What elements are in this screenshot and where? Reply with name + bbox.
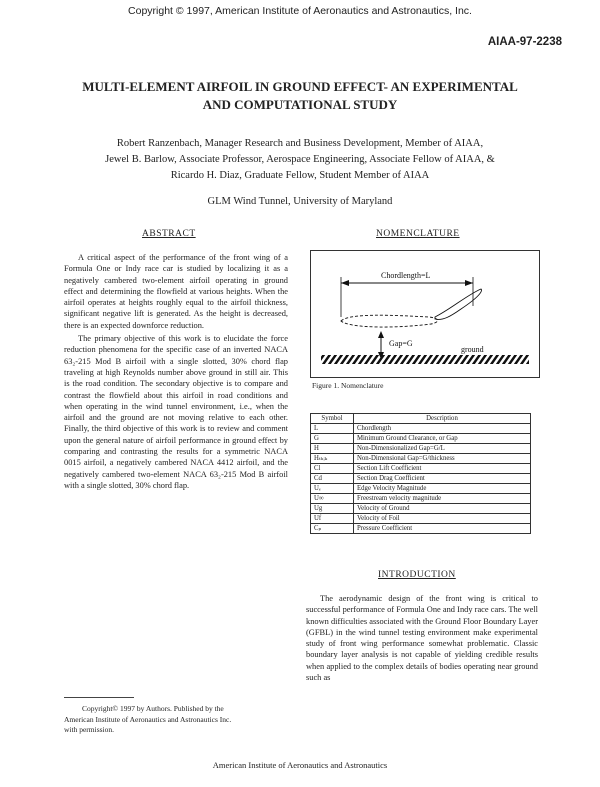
- title-line-2: AND COMPUTATIONAL STUDY: [202, 97, 398, 112]
- flap-element: [435, 289, 481, 319]
- row-description: Chordlength: [354, 424, 531, 434]
- ground-hatch: [321, 355, 529, 364]
- table-row: [311, 464, 531, 474]
- table-row: [311, 484, 531, 494]
- chord-arrow-left: [341, 280, 349, 286]
- gap-arrow-top: [378, 331, 384, 338]
- paper-title: [40, 78, 560, 114]
- row-symbol: U∞: [311, 494, 354, 504]
- table-row: [311, 434, 531, 444]
- abstract-body: [64, 252, 288, 493]
- row-symbol: G: [311, 434, 354, 444]
- table-row: [311, 424, 531, 434]
- nomenclature-table: [310, 413, 531, 534]
- footnote-line-3: with permission.: [64, 725, 114, 734]
- table-row: [311, 444, 531, 454]
- title-line-1: MULTI-ELEMENT AIRFOIL IN GROUND EFFECT- AN EXPERIMENTAL: [82, 79, 518, 94]
- table-header-symbol: Symbol: [311, 414, 354, 424]
- abstract-paragraph-1: A critical aspect of the performance of the front wing of a Formula One or Indy race car is studied by localizing it as a negatively cambered two-element airfoil operating in ground effect and determining the flowfield at various heights. When the airfoil operates at heights roughly equal to the airfoil thickness, significant negative lift is generated. As the height is decreased, there is an expected downforce reduction.: [64, 253, 288, 330]
- introduction-paragraph: The aerodynamic design of the front wing is critical to successful performance of Formula One and Indy race cars. The well known difficulties associated with the Ground Floor Boundary Layer (GFBL) in the wind tunnel testing environment make experimental study of front wing performance somewhat problematic. Classic boundary layer analysis is not capable of yielding credible results when applied to the complex details of bodies operating near ground such as: [306, 594, 538, 683]
- page-footer: American Institute of Aeronautics and Astronautics: [212, 760, 388, 770]
- row-description: Minimum Ground Clearance, or Gap: [354, 434, 531, 444]
- figure-caption: Figure 1. Nomenclature: [312, 381, 384, 390]
- paper-id: AIAA-97-2238: [487, 36, 562, 48]
- footnote-line-2: American Institute of Aeronautics and Astronautics Inc.: [64, 714, 232, 724]
- abstract-heading: ABSTRACT: [142, 229, 196, 239]
- copyright-notice: Copyright © 1997, American Institute of Aeronautics and Astronautics, Inc.: [128, 5, 472, 17]
- gap-label: Gap=G: [389, 339, 413, 348]
- table-row: [311, 504, 531, 514]
- table-header-row: [311, 414, 531, 424]
- row-symbol: H: [311, 444, 354, 454]
- introduction-body: [306, 593, 538, 685]
- nomenclature-table-wrap: [310, 413, 531, 534]
- row-symbol: Uₑ: [311, 484, 354, 494]
- author-list: [40, 136, 560, 184]
- table-row: [311, 494, 531, 504]
- row-description: Section Drag Coefficient: [354, 474, 531, 484]
- row-description: Freestream velocity magnitude: [354, 494, 531, 504]
- row-description: Non-Dimensional Gap=G/thickness: [354, 454, 531, 464]
- ground-label: ground: [461, 345, 484, 354]
- row-description: Section Lift Coefficient: [354, 464, 531, 474]
- main-airfoil-element: [341, 315, 438, 327]
- introduction-heading: INTRODUCTION: [378, 570, 456, 580]
- chord-arrow-right: [465, 280, 473, 286]
- table-header-description: Description: [354, 414, 531, 424]
- row-symbol: Ug: [311, 504, 354, 514]
- nomenclature-heading: NOMENCLATURE: [376, 229, 460, 239]
- copyright-footnote: [64, 704, 288, 736]
- row-symbol: Cl: [311, 464, 354, 474]
- row-symbol: Cd: [311, 474, 354, 484]
- author-line-3: Ricardo H. Diaz, Graduate Fellow, Student Member of AIAA: [170, 170, 430, 181]
- row-description: Edge Velocity Magnitude: [354, 484, 531, 494]
- author-line-2: Jewel B. Barlow, Associate Professor, Aerospace Engineering, Associate Fellow of AIAA, &: [105, 154, 495, 165]
- row-description: Velocity of Foil: [354, 514, 531, 524]
- row-symbol: Uf: [311, 514, 354, 524]
- footnote-rule: [64, 697, 134, 698]
- table-row: [311, 514, 531, 524]
- affiliation: GLM Wind Tunnel, University of Maryland: [207, 196, 393, 207]
- chord-label: Chordlength=L: [381, 271, 431, 280]
- row-symbol: Hₜₕᵢₖ: [311, 454, 354, 464]
- row-description: Pressure Coefficient: [354, 524, 531, 534]
- row-description: Non-Dimensionalized Gap=G/L: [354, 444, 531, 454]
- table-row: [311, 524, 531, 534]
- row-symbol: Cₚ: [311, 524, 354, 534]
- footnote-line-1: Copyright© 1997 by Authors. Published by the: [82, 704, 224, 713]
- airfoil-diagram: [311, 251, 539, 377]
- nomenclature-figure: [310, 250, 540, 378]
- author-line-1: Robert Ranzenbach, Manager Research and Business Development, Member of AIAA,: [116, 138, 484, 149]
- table-row: [311, 454, 531, 464]
- row-symbol: L: [311, 424, 354, 434]
- row-description: Velocity of Ground: [354, 504, 531, 514]
- table-body: [311, 424, 531, 534]
- table-row: [311, 474, 531, 484]
- abstract-paragraph-2: The primary objective of this work is to elucidate the force reduction phenomena for the specific case of an inverted NACA 63₂-215 Mod B airfoil with a single slotted, 30% chord flap traveling at high Reynolds number above ground in still air. This is the road condition. The secondary objective is to compare and contrast the flowfield about this airfoil in road conditions and when operating in the wind tunnel environment, i.e., when the airfoil and the ground are not moving relative to each other. Finally, the third objective of this work is to review and comment upon the general nature of airfoil performance in ground effect by comparing and contrasting the results for a symmetric NACA 0015 airfoil, a negatively cambered NACA 4412 airfoil, and the negatively cambered two-element NACA 63₂-215 Mod B airfoil with a single slotted, 30% chord flap.: [64, 334, 288, 490]
